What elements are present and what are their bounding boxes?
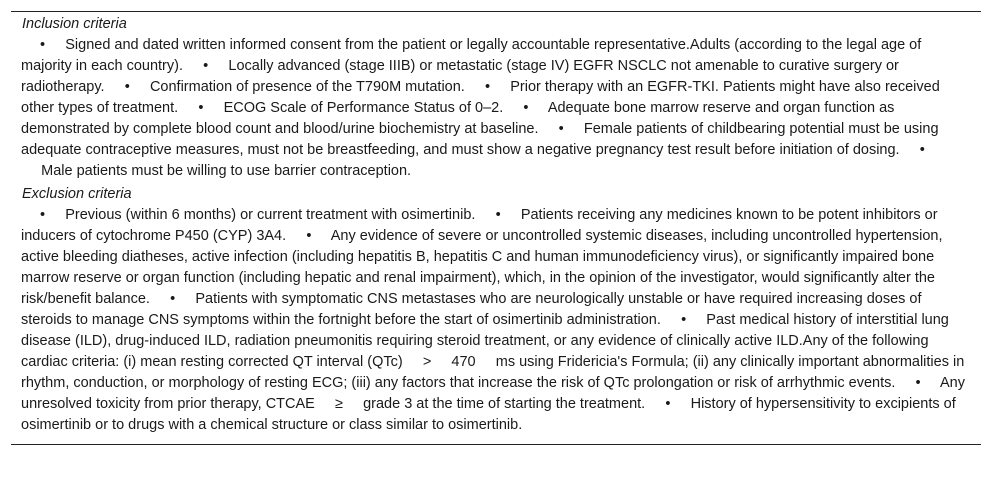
inclusion-item: Male patients must be willing to use barrier contraception.	[41, 163, 412, 179]
bullet: •	[203, 58, 209, 74]
inclusion-item: ECOG Scale of Performance Status of 0–2.	[223, 100, 504, 116]
inclusion-item: Confirmation of presence of the T790M mutation.	[149, 79, 465, 95]
bullet: •	[495, 207, 501, 223]
inclusion-item: Adequate bone marrow reserve and organ function as demonstrated by complete blood count and blood/urine biochemistry at baseline.	[21, 100, 895, 137]
bullet: •	[198, 100, 204, 116]
inclusion-criteria-list	[11, 35, 981, 182]
exclusion-item: Past medical history of interstitial lung disease (ILD), drug-induced ILD, radiation pneumonitis requiring steroid treatment, or any evidence of clinically active ILD.Any of the following cardiac criteria: (i) mean resting corrected QT interval (QTc) > 470 ms using Fridericia's Formula; (ii) any clinically important abnormalities in rhythm, conduction, or morphology of resting ECG; (iii) any factors that increase the risk of QTc prolongation or risk of arrhythmic events.	[21, 312, 969, 391]
inclusion-item: Female patients of childbearing potential must be using adequate contraceptive measures, must not be breastfeeding, and must show a negative pregnancy test result before initiation of dosing.	[21, 121, 939, 158]
inclusion-item: Prior therapy with an EGFR-TKI. Patients might have also received other types of treatment.	[21, 79, 940, 116]
bullet: •	[484, 79, 491, 95]
exclusion-item: Any unresolved toxicity from prior therapy, CTCAE ≥ grade 3 at the time of starting the treatment.	[21, 375, 969, 412]
exclusion-item: History of hypersensitivity to excipients of osimertinib or to drugs with a chemical structure or class similar to osimertinib.	[21, 396, 956, 433]
bullet: •	[306, 228, 312, 244]
bullet: •	[681, 312, 687, 328]
inclusion-item: Signed and dated written informed consent from the patient or legally accountable representative.Adults (according to the legal age of majority in each country).	[21, 37, 922, 74]
bullet: •	[124, 79, 130, 95]
bullet: •	[558, 121, 564, 137]
bullet: •	[170, 291, 176, 307]
exclusion-criteria-list	[11, 205, 981, 436]
exclusion-item: Previous (within 6 months) or current treatment with osimertinib.	[65, 207, 476, 223]
exclusion-item: Any evidence of severe or uncontrolled systemic diseases, including uncontrolled hypertension, active bleeding diatheses, active infection (including hepatitis B, hepatitis C and human immunodeficiency virus), or significantly impaired bone marrow reserve or organ function (including hepatic and renal impairment), which, in the opinion of the investigator, would significantly alter the risk/benefit balance.	[21, 228, 943, 307]
inclusion-criteria-heading: Inclusion criteria	[22, 16, 127, 32]
exclusion-criteria-heading: Exclusion criteria	[22, 186, 132, 202]
bullet: •	[665, 396, 671, 412]
bullet: •	[40, 207, 46, 223]
bullet: •	[919, 142, 925, 158]
criteria-table	[11, 11, 981, 445]
exclusion-item: Patients with symptomatic CNS metastases who are neurologically unstable or have required increasing doses of steroids to manage CNS symptoms within the fortnight before the start of osimertinib administration.	[21, 291, 922, 328]
exclusion-item: Patients receiving any medicines known to be potent inhibitors or inducers of cytochrome P450 (CYP) 3A4.	[21, 207, 938, 244]
table-bottom-padding	[11, 436, 981, 444]
bullet: •	[523, 100, 529, 116]
inclusion-item: Locally advanced (stage IIIB) or metastatic (stage IV) EGFR NSCLC not amenable to curative surgery or radiotherapy.	[21, 58, 899, 95]
bullet: •	[40, 37, 46, 53]
bullet: •	[915, 375, 921, 391]
